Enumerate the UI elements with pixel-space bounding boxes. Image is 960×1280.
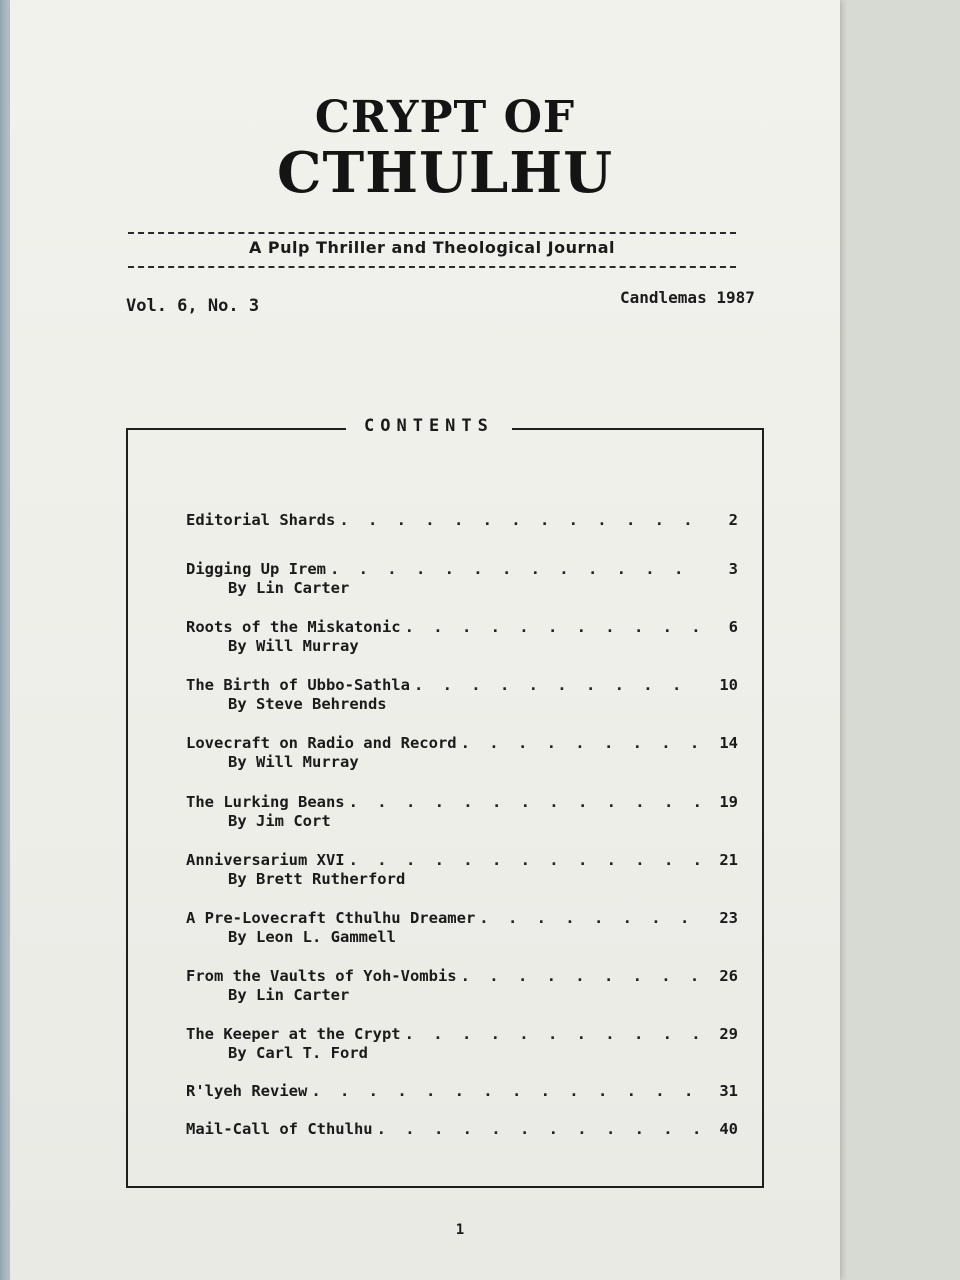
toc-entry <box>186 617 738 656</box>
entry-page: 26 <box>719 967 738 985</box>
entry-page: 23 <box>719 909 738 927</box>
dot-leader <box>377 1119 704 1139</box>
entry-page: 6 <box>728 618 738 636</box>
entry-author: By Lin Carter <box>228 579 350 597</box>
title-line-1: CRYPT OF <box>314 92 576 143</box>
toc-entry <box>186 675 738 714</box>
dot-leader <box>405 1024 704 1044</box>
dot-leader <box>349 850 704 870</box>
toc-entry <box>186 1081 738 1101</box>
entry-author: By Will Murray <box>228 753 359 771</box>
entry-title: From the Vaults of Yoh-Vombis <box>186 967 457 985</box>
toc-entry <box>186 733 738 772</box>
top-dashed-rule <box>128 232 736 234</box>
title-line-2: CTHULHU <box>276 140 614 206</box>
entry-title: Mail-Call of Cthulhu <box>186 1120 373 1138</box>
contents-heading: CONTENTS <box>346 416 512 436</box>
entry-page: 29 <box>719 1025 738 1043</box>
journal-subtitle: A Pulp Thriller and Theological Journal <box>248 238 616 257</box>
entry-author: By Steve Behrends <box>228 695 387 713</box>
entry-title: The Lurking Beans <box>186 793 345 811</box>
entry-author: By Lin Carter <box>228 986 350 1004</box>
issue-date: Candlemas 1987 <box>620 288 755 307</box>
entry-title: Roots of the Miskatonic <box>186 618 401 636</box>
entry-title: Editorial Shards <box>186 511 336 529</box>
entry-title: R'lyeh Review <box>186 1082 308 1100</box>
dot-leader <box>339 510 704 530</box>
entry-author: By Leon L. Gammell <box>228 928 396 946</box>
entry-page: 31 <box>719 1082 738 1100</box>
bottom-dashed-rule <box>128 266 736 268</box>
entry-title: A Pre-Lovecraft Cthulhu Dreamer <box>186 909 476 927</box>
dot-leader <box>461 966 704 986</box>
entry-title: The Birth of Ubbo-Sathla <box>186 676 410 694</box>
toc-entry <box>186 792 738 831</box>
toc-entry <box>186 510 738 530</box>
toc-entry <box>186 1119 738 1139</box>
toc-entry <box>186 1024 738 1063</box>
toc-entry <box>186 850 738 889</box>
toc-entry <box>186 908 738 947</box>
entry-title: Digging Up Irem <box>186 560 326 578</box>
entry-author: By Brett Rutherford <box>228 870 406 888</box>
entry-page: 14 <box>719 734 738 752</box>
dot-leader <box>330 559 704 579</box>
entry-title: The Keeper at the Crypt <box>186 1025 401 1043</box>
magazine-page <box>10 0 840 1280</box>
entry-page: 2 <box>728 511 738 529</box>
dot-leader <box>405 617 704 637</box>
entry-author: By Will Murray <box>228 637 359 655</box>
entry-page: 3 <box>728 560 738 578</box>
volume-number: Vol. 6, No. 3 <box>126 296 260 316</box>
entry-author: By Jim Cort <box>228 812 331 830</box>
toc-entry <box>186 966 738 1005</box>
dot-leader <box>349 792 704 812</box>
entry-page: 21 <box>719 851 738 869</box>
entry-page: 40 <box>719 1120 738 1138</box>
entry-title: Lovecraft on Radio and Record <box>186 734 457 752</box>
entry-page: 19 <box>719 793 738 811</box>
dot-leader <box>479 908 704 928</box>
page-number: 1 <box>455 1222 465 1238</box>
dot-leader <box>461 733 704 753</box>
entry-page: 10 <box>719 676 738 694</box>
dot-leader <box>414 675 704 695</box>
entry-title: Anniversarium XVI <box>186 851 345 869</box>
dot-leader <box>311 1081 704 1101</box>
contents-box <box>126 416 764 1188</box>
entry-author: By Carl T. Ford <box>228 1044 368 1062</box>
toc-entry <box>186 559 738 598</box>
